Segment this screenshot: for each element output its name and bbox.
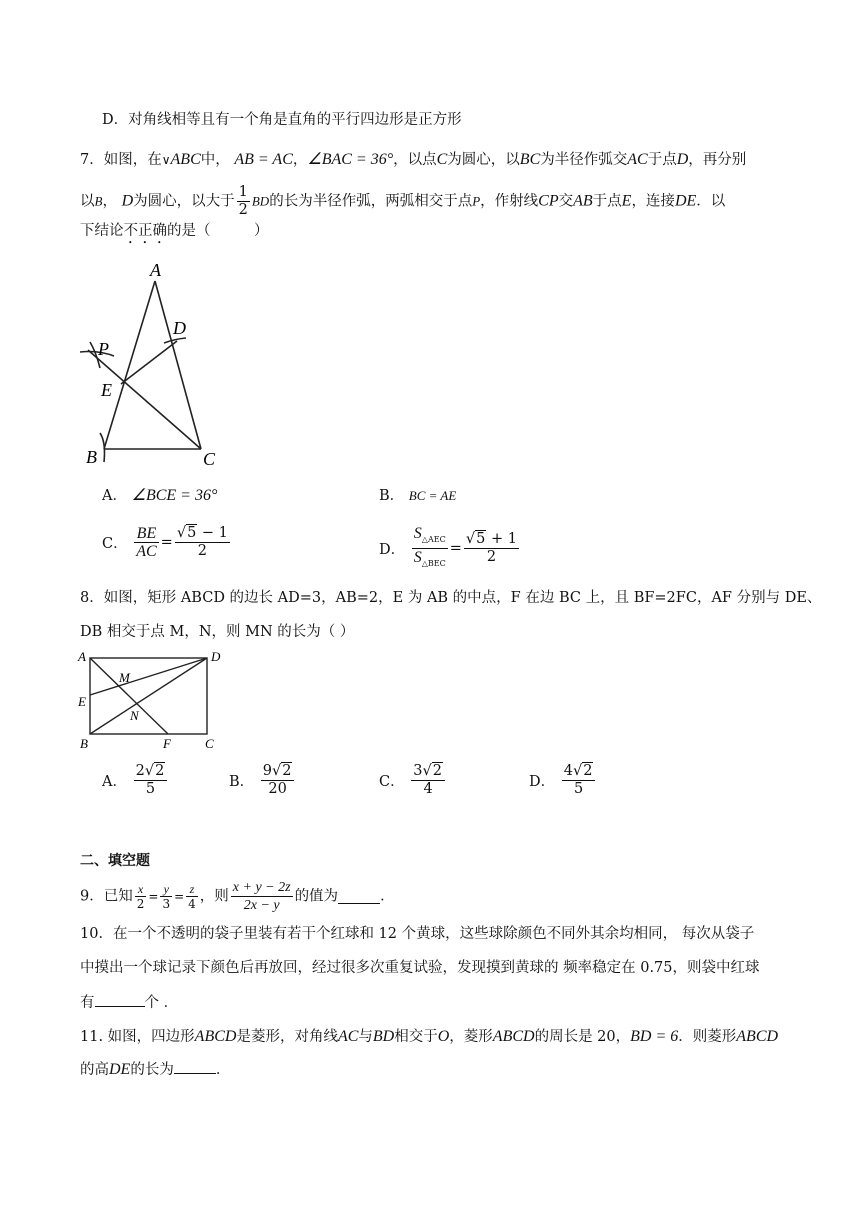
fraction-be-ac — [134, 525, 158, 560]
q7-option-c — [102, 525, 232, 560]
answer-blank[interactable] — [338, 889, 380, 904]
numerator: 3√2 — [411, 763, 445, 781]
numerator: z — [186, 882, 198, 897]
answer-blank[interactable] — [95, 992, 145, 1007]
q11-text: 11. 如图，四边形 — [80, 1029, 195, 1045]
point-e: E — [621, 192, 632, 210]
numerator: x — [135, 882, 147, 897]
q8-option-b — [229, 763, 296, 798]
point-o: O — [437, 1028, 450, 1045]
q11-text: ．则菱形 — [678, 1029, 737, 1045]
denominator: 2 — [486, 548, 497, 565]
subscript: △BEC — [421, 558, 446, 568]
q11-line1 — [80, 1027, 778, 1047]
label-e: E — [101, 380, 112, 400]
option-label: B． — [379, 488, 405, 504]
q11-line2 — [80, 1059, 230, 1080]
radicand: 5 — [187, 525, 197, 541]
equals: = — [148, 889, 159, 904]
q8-line1: 8．如图，矩形 ABCD 的边长 AD=3，AB=2，E 为 AB 的中点，F 在边 BC 上，且 BF=2FC，AF 分别与 DE、 — [80, 590, 822, 606]
q7-text: 中， — [200, 152, 230, 168]
q9-text: ，则 — [199, 888, 229, 905]
q7-text: ， — [292, 152, 308, 168]
fraction-expression — [231, 879, 293, 914]
term: + 1 — [486, 530, 517, 547]
eq-bd-6: BD = 6 — [630, 1028, 679, 1045]
coefficient: 9 — [262, 763, 272, 779]
q7-text: 为圆心，以大于 — [133, 193, 235, 210]
denominator: 5 — [145, 781, 156, 797]
denominator — [412, 549, 448, 572]
label-a: A — [78, 649, 86, 664]
q7-text: 如图，在 — [103, 152, 162, 168]
point-d: D — [676, 151, 689, 168]
q11-text: 与 — [358, 1029, 373, 1045]
numerator: 9√2 — [261, 763, 295, 781]
q11-text: ． — [215, 1062, 231, 1078]
q7-line2 — [80, 184, 725, 219]
q7-text: 的长为半径作弧，两弧相交于点 — [269, 193, 473, 210]
label-m: M — [119, 670, 130, 685]
emphasis-not-correct: 不正确 — [123, 223, 167, 239]
q8-option-a — [102, 763, 169, 798]
q10-text: 个 ． — [144, 995, 179, 1011]
q7-option-b — [379, 484, 456, 505]
option-label: B． — [229, 774, 255, 790]
point-c: C — [436, 151, 448, 168]
q10-text: 有 — [80, 995, 95, 1011]
q7-text: ．以 — [696, 193, 726, 210]
denominator: 2 — [197, 543, 207, 559]
q7-text: 于点 — [647, 152, 677, 168]
segment-af — [90, 658, 168, 734]
segment-db — [90, 658, 207, 734]
q10-line2: 中摸出一个球记录下颜色后再放回，经过很多次重复试验，发现摸到黄球的 频率稳定在 0.75，则袋中红球 — [80, 960, 760, 976]
numerator: x + y − 2z — [232, 880, 291, 895]
term: − 1 — [197, 525, 228, 541]
fraction-golden-minus — [175, 525, 230, 560]
segment-ac: AC — [627, 151, 648, 168]
area-symbol: S — [413, 525, 422, 542]
q11-text: 的长为 — [130, 1062, 174, 1078]
label-c: C — [203, 449, 216, 469]
segment-bd: BD — [372, 1028, 395, 1045]
label-a: A — [150, 260, 161, 280]
arc-at-d — [164, 338, 186, 343]
q7-text: ，以点 — [393, 152, 437, 168]
radicand: 2 — [155, 763, 165, 779]
fraction-z-4 — [186, 882, 198, 911]
q10-line3 — [80, 992, 178, 1013]
denominator: 4 — [188, 897, 196, 911]
q10-line1: 10．在一个不透明的袋子里装有若干个红球和 12 个黄球，这些球除颜色不同外其余均相同， 每次从袋子 — [80, 926, 755, 942]
section-heading: 二、填空题 — [80, 853, 150, 869]
label-b: B — [86, 447, 97, 467]
arc-p-1 — [80, 352, 114, 357]
q7-text: ，再分别 — [688, 152, 747, 168]
fraction-y-3 — [160, 882, 172, 911]
q7-option-a — [102, 484, 217, 505]
fraction-x-2 — [135, 882, 147, 911]
option-fraction — [134, 763, 168, 798]
numerator — [412, 525, 448, 549]
q9-line — [80, 879, 395, 914]
subscript: △AEC — [421, 534, 446, 544]
q9-text: ． — [380, 888, 395, 905]
option-label: A． — [102, 488, 127, 504]
arc-p-2 — [90, 342, 100, 368]
segment-de — [121, 341, 177, 384]
angle-bac: ∠BAC = 36° — [307, 151, 394, 168]
numerator: y — [160, 882, 172, 897]
q11-text: 的高 — [80, 1062, 109, 1078]
q7-option-d — [379, 525, 521, 572]
option-fraction — [261, 763, 295, 798]
equals: = — [174, 889, 185, 904]
fraction-half — [237, 184, 250, 219]
arc-at-b — [100, 433, 105, 462]
radicand: 2 — [282, 763, 292, 779]
q6-option-d: D．对角线相等且有一个角是直角的平行四边形是正方形 — [102, 112, 462, 128]
q11-text: 的周长是 20， — [534, 1029, 631, 1045]
option-text: ∠BCE = 36° — [131, 487, 218, 504]
label-e: E — [78, 694, 86, 709]
denominator: AC — [136, 543, 157, 560]
q7-text: 以 — [80, 193, 95, 210]
triangle-abc: ABC — [170, 151, 201, 168]
ray-cp — [88, 350, 201, 449]
q7-line1 — [80, 150, 746, 170]
side-ab — [104, 281, 155, 449]
fraction-area-ratio — [412, 525, 448, 572]
numerator: 2√2 — [134, 763, 168, 781]
fraction-golden-plus — [464, 531, 519, 566]
q9-text: 9．已知 — [80, 888, 133, 905]
label-c: C — [205, 736, 214, 751]
option-label: D． — [529, 774, 556, 790]
coefficient: 3 — [413, 763, 423, 779]
option-label: C． — [102, 536, 128, 552]
q8-line2: DB 相交于点 M，N，则 MN 的长为（ ） — [80, 624, 355, 640]
segment-ab: AB — [573, 192, 593, 210]
denominator: 2 — [238, 202, 248, 218]
option-label: C． — [379, 774, 405, 790]
eq-ab-ac: AB = AC — [234, 151, 293, 168]
option-text: BC = AE — [408, 488, 457, 503]
numerator: 4√2 — [562, 763, 596, 781]
area-symbol: S — [413, 548, 422, 566]
q11-text: 相交于 — [394, 1029, 438, 1045]
q7-text: 下结论 — [80, 223, 124, 239]
quad-abcd: ABCD — [492, 1028, 535, 1045]
point-d: D — [121, 192, 134, 210]
numerator: BE — [134, 525, 158, 543]
segment-ac: AC — [337, 1028, 359, 1045]
segment-de — [90, 658, 207, 695]
q11-text: 是菱形，对角线 — [236, 1029, 338, 1045]
q7-text: 为半径作弧交 — [540, 152, 628, 168]
denominator: 3 — [162, 897, 171, 911]
numerator: √5 + 1 — [465, 530, 517, 547]
segment-de: DE — [109, 1061, 131, 1078]
label-n: N — [130, 708, 139, 723]
q7-text: 于点 — [592, 193, 622, 210]
option-label: D． — [379, 541, 406, 558]
coefficient: 4 — [563, 763, 573, 779]
ray-cp: CP — [538, 192, 559, 210]
option-fraction — [562, 763, 596, 798]
label-f: F — [163, 736, 171, 751]
quad-abcd: ABCD — [194, 1028, 237, 1045]
q7-text: ，作射线 — [480, 193, 539, 210]
numerator: √5 − 1 — [176, 525, 228, 541]
point-b: B — [94, 193, 103, 209]
q8-option-d — [529, 763, 597, 798]
radicand: 2 — [583, 763, 593, 779]
denominator: 20 — [268, 781, 287, 797]
point-p: P — [472, 193, 481, 209]
q7-line3 — [80, 221, 269, 247]
option-fraction — [411, 763, 445, 798]
q11-text: ，菱形 — [449, 1029, 493, 1045]
label-d: D — [173, 318, 186, 338]
denominator: 4 — [423, 781, 433, 797]
q7-text: 交 — [558, 193, 574, 210]
segment-de: DE — [674, 192, 697, 210]
side-ac — [155, 281, 201, 449]
numerator: 1 — [238, 184, 248, 200]
radicand: 2 — [432, 763, 442, 779]
q7-text: ，连接 — [631, 193, 675, 210]
equals: = — [449, 540, 462, 557]
coefficient: 2 — [135, 763, 145, 779]
q8-option-c — [379, 763, 447, 798]
denominator: 5 — [573, 781, 584, 797]
q9-text: 的值为 — [294, 888, 339, 905]
q7-number: 7． — [80, 152, 104, 168]
label-b: B — [80, 736, 88, 751]
q7-text: ， — [102, 193, 117, 210]
denominator: 2 — [136, 897, 145, 911]
option-label: A． — [102, 774, 127, 790]
denominator: 2x − y — [243, 898, 280, 913]
quad-abcd: ABCD — [736, 1028, 779, 1045]
q7-text: 为圆心，以 — [447, 152, 520, 168]
equals: = — [160, 534, 173, 551]
rectangle-abcd — [90, 658, 207, 734]
radicand: 5 — [476, 530, 486, 547]
label-d: D — [211, 649, 221, 664]
label-p: P — [98, 339, 109, 359]
triangle-symbol: ∨ — [161, 153, 171, 167]
answer-blank[interactable] — [174, 1059, 216, 1074]
segment-bc: BC — [519, 151, 541, 168]
q7-text: 的是（ ） — [167, 223, 269, 239]
segment-bd: BD — [251, 193, 270, 209]
